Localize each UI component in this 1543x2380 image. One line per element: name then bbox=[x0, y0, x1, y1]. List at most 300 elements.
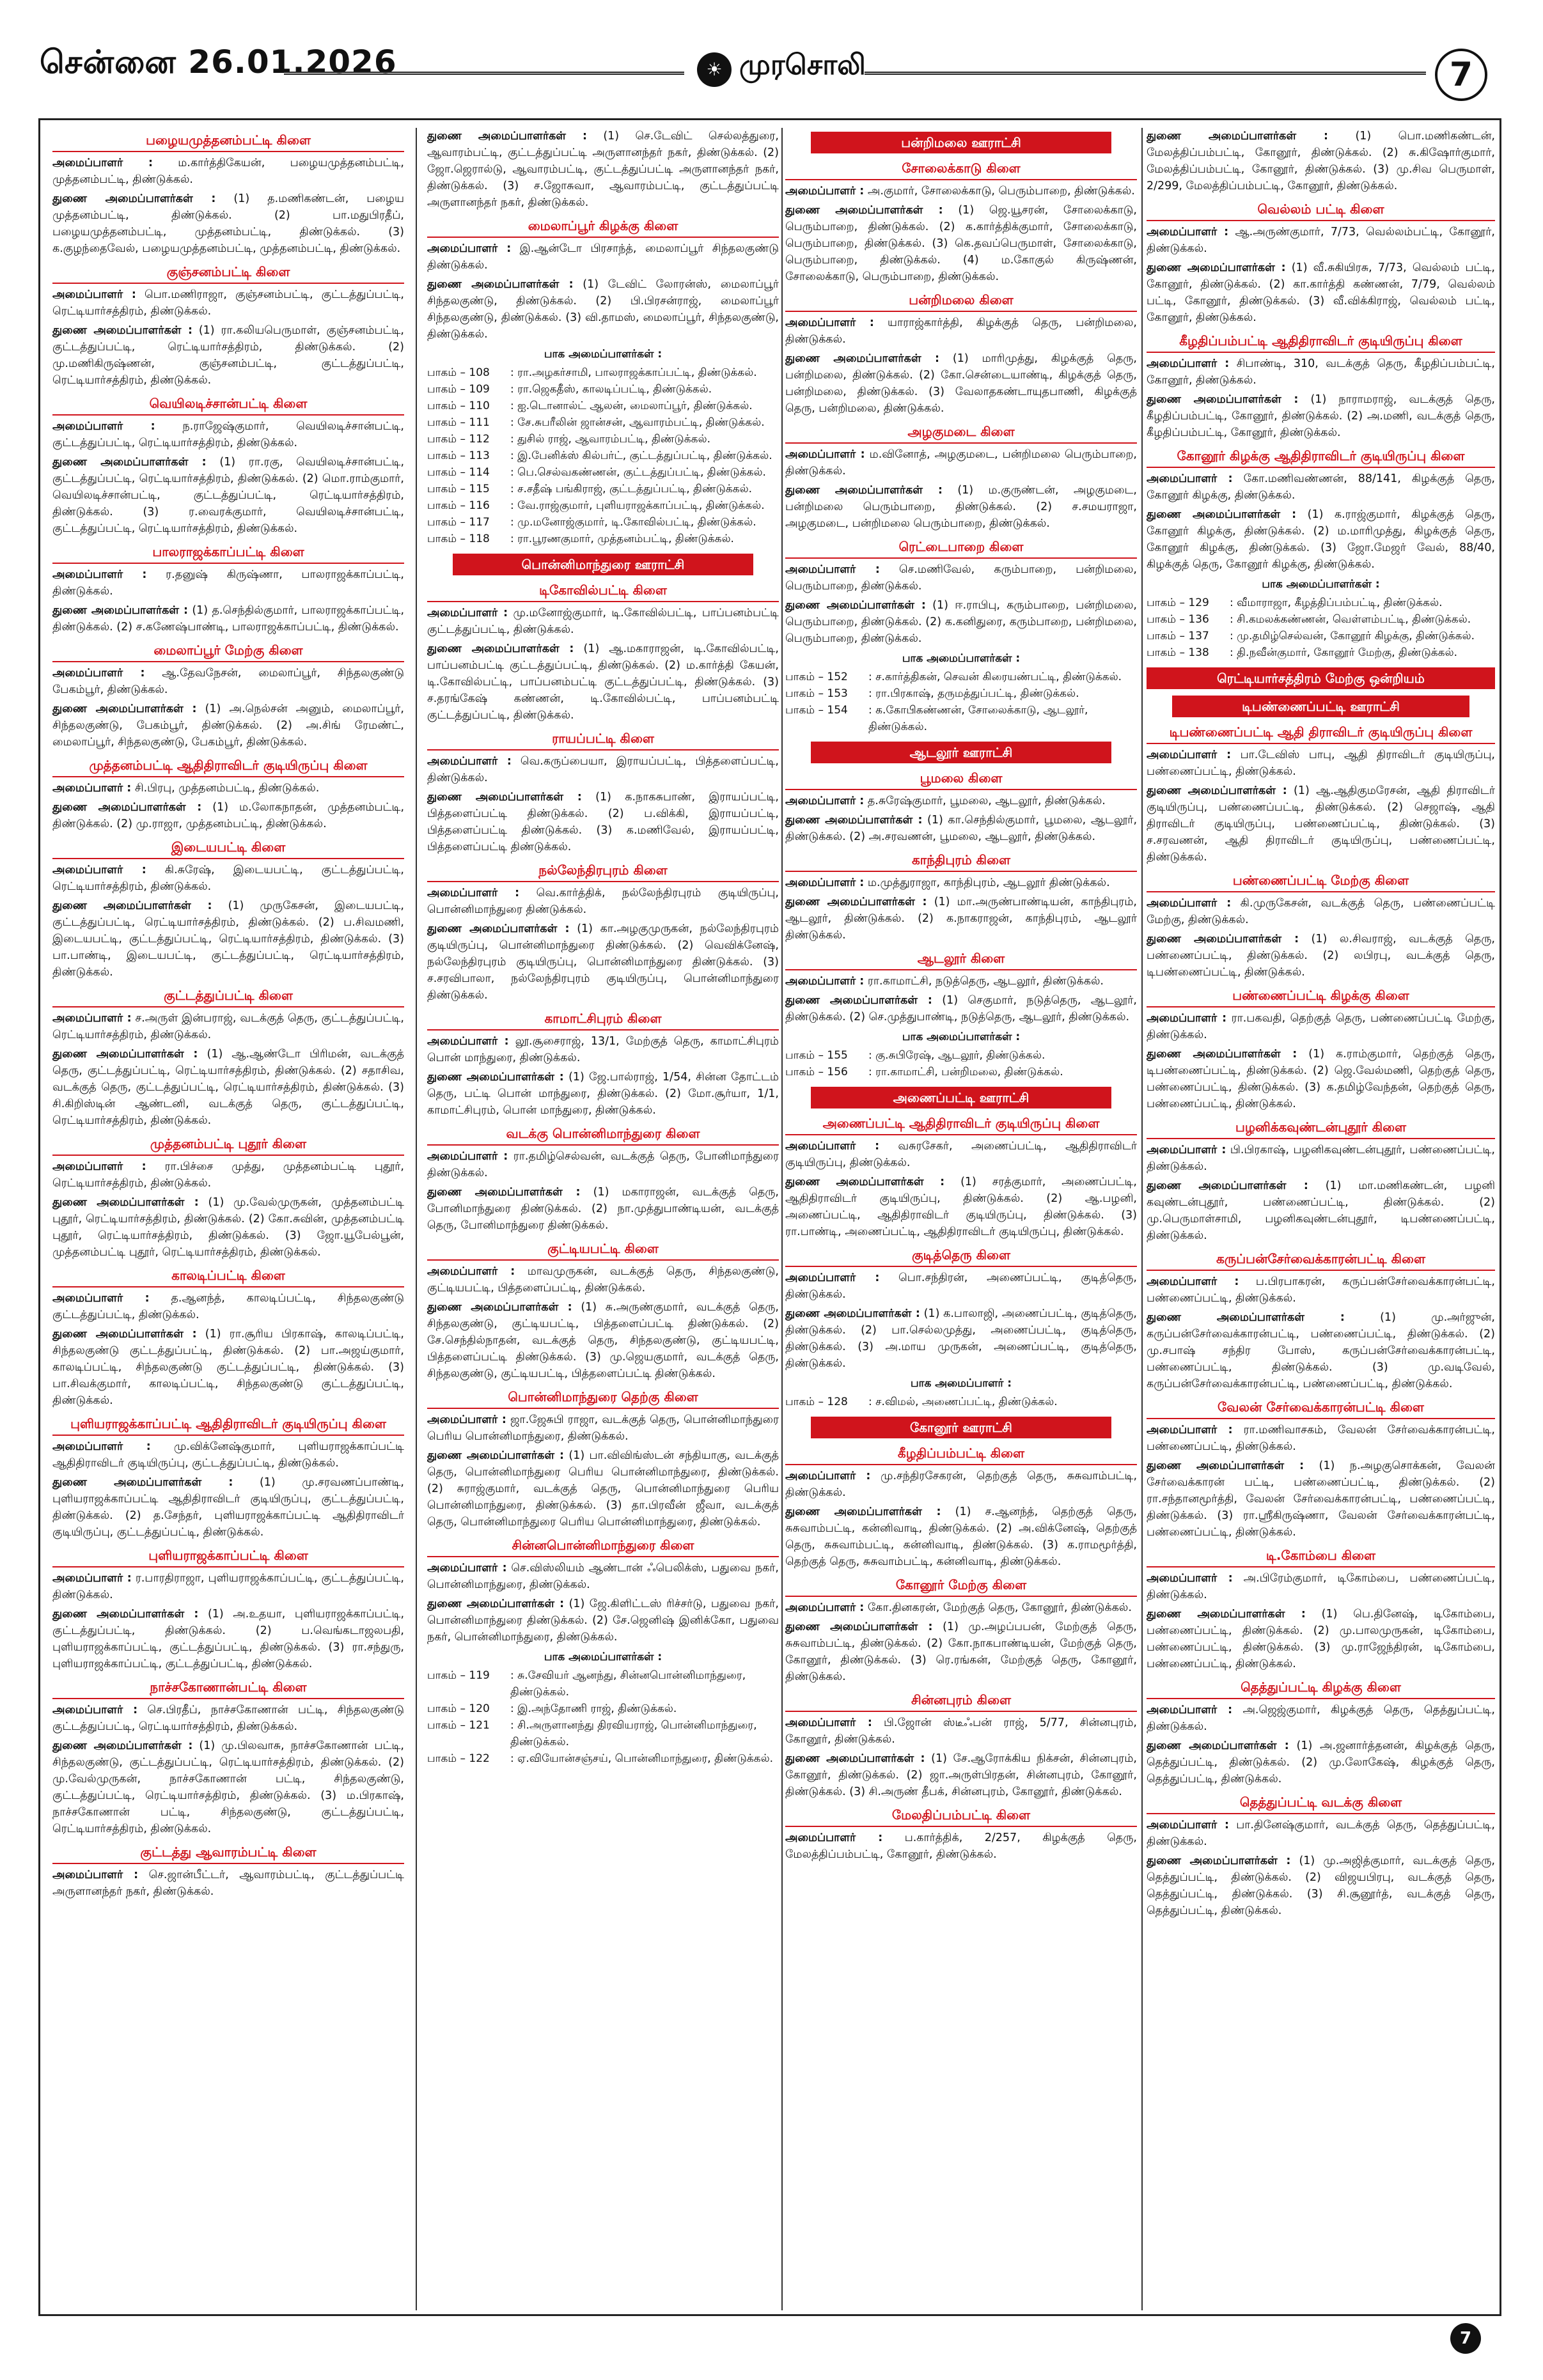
role-label: துணை அமைப்பாளர்கள் : bbox=[1147, 1608, 1306, 1621]
member-entry bbox=[785, 1599, 1137, 1616]
ward-organiser: : ரா.பிரகாஷ், தருமத்துப்பட்டி, திண்டுக்கல். bbox=[868, 687, 1079, 700]
branch-heading: குட்டத்து ஆவாரம்பட்டி கிளை bbox=[52, 1842, 404, 1864]
member-details: (1) முருகேசன், இடையபட்டி, குட்டத்துப்பட்டி, ரெட்டியார்சத்திரம், திண்டுக்கல். (2) ப.சிவமணி, இடையபட்டி, குட்டத்துப்பட்டி, ரெட்டியார்சத்திரம், திண்டுக்கல். (3) பா.பாண்டி, இடையபட்டி, குட்டத்துப்பட்டி, ரெட்டியார்சத்திரம், திண்டுக்கல். bbox=[52, 899, 404, 979]
role-label: அமைப்பாளர் : bbox=[785, 1716, 872, 1729]
ward-row bbox=[427, 464, 779, 481]
ward-number: பாகம் – 121 bbox=[427, 1719, 490, 1732]
member-entry bbox=[52, 1570, 404, 1603]
member-entry bbox=[785, 1468, 1137, 1501]
member-entry bbox=[52, 1474, 404, 1541]
member-entry bbox=[427, 921, 779, 1004]
role-label: அமைப்பாளர் : bbox=[785, 795, 865, 807]
branch-heading: கீழதிப்பம்பட்டி கிளை bbox=[785, 1443, 1137, 1465]
member-details: (1) க.ராஜ்குமார், கிழக்குத் தெரு, கோனூர் கிழக்கு, திண்டுக்கல். (2) ம.மாரிமுத்து, கிழக்குத் தெரு, கோனூர் கிழக்கு, திண்டுக்கல். (3) ஜோ.மேஜர் வேல், 88/40, கிழக்குத் தெரு, கோனூர் கிழக்கு, திண்டுக்கல். bbox=[1147, 508, 1495, 571]
member-entry bbox=[1147, 747, 1495, 780]
member-details: (1) அ.நெல்சன் அனும், மைலாப்பூர், சிந்தலகுண்டு, பேகம்பூர், திண்டுக்கல். (2) அ.சிங் ரேமண்ட், மைலாப்பூர், சிந்தலகுண்டு, பேகம்பூர், திண்டுக்கல். bbox=[52, 703, 404, 749]
member-details: (1) க.பாலாஜி, அணைப்பட்டி, குடித்தெரு, திண்டுக்கல். (2) பா.செல்லமுத்து, அணைப்பட்டி, குடித்தெரு, திண்டுக்கல். (3) அ.மாய முருகன், அணைப்பட்டி, குடித்தெரு, திண்டுக்கல். bbox=[785, 1307, 1137, 1370]
ward-organiser: : தி.நவீன்குமார், கோனூர் மேற்கு, திண்டுக்கல். bbox=[1230, 646, 1458, 659]
member-details: செ.விஸ்லியம் ஆண்டான் ஃபெலிக்ஸ், பதுவை நகர், பொன்னிமாந்துரை, திண்டுக்கல். bbox=[427, 1562, 779, 1591]
member-entry bbox=[427, 1033, 779, 1066]
member-entry bbox=[1147, 1738, 1495, 1787]
role-label: துணை அமைப்பாளர்கள் : bbox=[785, 994, 932, 1007]
member-details: அ.குமார், சோலைக்காடு, பெரும்பாறை, திண்டுக்கல். bbox=[864, 185, 1135, 198]
member-details: ர.பாரதிராஜா, புளியராஜக்காப்பட்டி, குட்டத்துப்பட்டி, திண்டுக்கல். bbox=[52, 1572, 404, 1601]
panchayat-banner: அணைப்பட்டி ஊராட்சி bbox=[811, 1087, 1111, 1108]
member-entry bbox=[52, 1326, 404, 1409]
ward-organiser: : சி.கமலக்கண்ணன், வெள்ளம்பட்டி, திண்டுக்கல். bbox=[1230, 613, 1471, 626]
role-label: துணை அமைப்பாளர்கள் : bbox=[427, 791, 582, 804]
role-label: அமைப்பாளர் : bbox=[52, 864, 146, 876]
role-label: துணை அமைப்பாளர்கள் : bbox=[427, 1301, 572, 1314]
member-entry bbox=[785, 875, 1137, 891]
member-details: ரா.பிச்சை முத்து, முத்தனம்பட்டி புதூர், ரெட்டியார்சத்திரம், திண்டுக்கல். bbox=[52, 1160, 404, 1190]
member-details: (1) ச.ஆனந்த், தெற்குத் தெரு, சுசுவாம்பட்டி, கன்னிவாடி, திண்டுக்கல். (2) அ.விக்னேஷ், தெற்குத் தெரு, சுசுவாம்பட்டி, கன்னிவாடி, திண்டுக்கல். (3) க.ராமமூர்த்தி, தெற்குத் தெரு, சுசுவாம்பட்டி, கன்னிவாடி, திண்டுக்கல். bbox=[785, 1505, 1137, 1568]
member-details: ரா.மணிவாசகம், வேலன் சேர்வைக்காரன்பட்டி, பண்ணைப்பட்டி, திண்டுக்கல். bbox=[1147, 1424, 1495, 1453]
ward-number: பாகம் – 119 bbox=[427, 1669, 490, 1682]
member-details: ச.அருள் இன்பராஜ், வடக்குத் தெரு, குட்டத்துப்பட்டி, ரெட்டியார்சத்திரம், திண்டுக்கல். bbox=[52, 1012, 404, 1041]
member-details: (1) டேவிட் லோரன்ஸ், மைலாப்பூர் சிந்தலகுண்டு, திண்டுக்கல். (2) பி.பிரசன்ராஜ், மைலாப்பூர் சிந்தலகுண்டு, திண்டுக்கல். (3) வி.தாமஸ், மைலாப்பூர், சிந்தலகுண்டு, திண்டுக்கல். bbox=[427, 278, 779, 341]
branch-heading: கருப்பன்சேர்வைக்காரன்பட்டி கிளை bbox=[1147, 1249, 1495, 1271]
role-label: துணை அமைப்பாளர்கள் : bbox=[427, 642, 574, 655]
member-entry bbox=[427, 1596, 779, 1645]
member-details: இ.ஆன்டோ பிரசாந்த், மைலாப்பூர் சிந்தலகுண்டு திண்டுக்கல். bbox=[427, 242, 779, 272]
member-entry bbox=[1147, 1570, 1495, 1603]
ward-organiser: : ஐ.டொனால்ட் ஆலன், மைலாப்பூர், திண்டுக்கல். bbox=[510, 400, 753, 412]
member-details: (1) செ.டேவிட் செல்லத்துரை, ஆவாரம்பட்டி, குட்டத்துப்பட்டி அருளானந்தர் நகர், திண்டுக்கல். (2) ஜோ.ஜெரால்டு, ஆவாரம்பட்டி, குட்டத்துப்பட்டி அருளானந்தர் நகர், திண்டுக்கல். (3) ச.ஜோசுவா, ஆவாரம்பட்டி, குட்டத்துப்பட்டி அருளானந்தர் நகர், திண்டுக்கல். bbox=[427, 130, 779, 209]
ward-organiser: : ச.கார்த்திகன், செவன் கிரையண்பட்டி, திண்டுக்கல். bbox=[868, 671, 1122, 683]
role-label: அமைப்பாளர் : bbox=[427, 607, 508, 619]
ward-row bbox=[785, 685, 1137, 702]
ward-row bbox=[427, 447, 779, 464]
ward-number: பாகம் – 128 bbox=[785, 1396, 848, 1408]
role-label: துணை அமைப்பாளர்கள் : bbox=[52, 801, 202, 814]
branch-heading: பூமலை கிளை bbox=[785, 768, 1137, 790]
role-label: அமைப்பாளர் : bbox=[52, 1704, 138, 1716]
member-details: (1) மு.சரவணப்பாண்டி, புளியராஜக்காப்பட்டி ஆதிதிராவிடர் குடியிருப்பு, குட்டத்துப்பட்டி, திண்டுக்கல். (2) த.சேந்தர், புளியராஜக்காப்பட்டி ஆதிதிராவிடர் குடியிருப்பு, குட்டத்துப்பட்டி, திண்டுக்கல். bbox=[52, 1476, 404, 1539]
role-label: அமைப்பாளர் : bbox=[427, 242, 512, 255]
branch-heading: பாலராஜக்காப்பட்டி கிளை bbox=[52, 542, 404, 564]
role-label: துணை அமைப்பாளர்கள் : bbox=[1147, 1311, 1345, 1324]
ward-organiser: : இ.பேனிக்ஸ் கில்பர்ட், குட்டத்துப்பட்டி, திண்டுக்கல். bbox=[510, 449, 772, 462]
member-entry bbox=[785, 561, 1137, 595]
member-entry bbox=[427, 1184, 779, 1234]
member-entry bbox=[52, 1438, 404, 1472]
role-label: அமைப்பாளர் : bbox=[52, 1160, 146, 1173]
role-label: துணை அமைப்பாளர்கள் : bbox=[52, 324, 192, 337]
ward-number: பாகம் – 129 bbox=[1147, 596, 1209, 609]
member-entry bbox=[1147, 355, 1495, 389]
member-details: த.சுரேஷ்குமார், பூமலை, ஆடலூர், திண்டுக்கல். bbox=[864, 795, 1106, 807]
role-label: துணை அமைப்பாளர்கள் : bbox=[52, 899, 212, 912]
member-entry bbox=[427, 1148, 779, 1181]
role-label: துணை அமைப்பாளர்கள் : bbox=[1147, 933, 1299, 945]
role-label: அமைப்பாளர் : bbox=[1147, 1572, 1233, 1585]
ward-number: பாகம் – 154 bbox=[785, 704, 848, 717]
member-details: (1) மு.அழப்பபன், மேற்குத் தெரு, சுசுவாம்பட்டி, திண்டுக்கல். (2) கோ.நாகபாண்டியன், மேற்குத் தெரு, கோனூர், திண்டுக்கல். (3) ரெ.ரங்கன், மேற்குத் தெரு, கோனூர், திண்டுக்கல். bbox=[785, 1621, 1137, 1683]
role-label: அமைப்பாளர் : bbox=[1147, 357, 1230, 370]
ward-row bbox=[1147, 644, 1495, 661]
branch-heading: சோலைக்காடு கிளை bbox=[785, 159, 1137, 180]
role-label: துணை அமைப்பாளர்கள் : bbox=[427, 922, 570, 935]
ward-number: பாகம் – 113 bbox=[427, 449, 490, 462]
member-entry bbox=[427, 1263, 779, 1296]
member-details: ரா.தமிழ்செல்வன், வடக்குத் தெரு, போனிமாந்துரை திண்டுக்கல். bbox=[427, 1150, 779, 1179]
ward-row bbox=[785, 1047, 1137, 1064]
member-details: பி.பிரகாஷ், பழனிகவுண்டன்புதூர், பண்ணைப்பட்டி, திண்டுக்கல். bbox=[1147, 1144, 1495, 1173]
member-details: (1) க.ராம்குமார், தெற்குத் தெரு, டிபண்ணைப்பட்டி, திண்டுக்கல். (2) ஜெ.வேல்மணி, தெற்குத் தெரு, பண்ணைப்பட்டி, திண்டுக்கல். (3) க.தமிழ்வேந்தன், தெற்குத் தெரு, பண்ணைப்பட்டி, திண்டுக்கல். bbox=[1147, 1048, 1495, 1110]
ward-organisers-heading: பாக அமைப்பாளர்கள் : bbox=[1262, 578, 1380, 591]
member-entry bbox=[1147, 782, 1495, 866]
role-label: துணை அமைப்பாளர்கள் : bbox=[52, 1328, 197, 1341]
role-label: துணை அமைப்பாளர்கள் : bbox=[785, 1752, 925, 1765]
page-number-badge: 7 bbox=[1435, 49, 1487, 101]
member-entry bbox=[52, 454, 404, 537]
branch-heading: ஆடலூர் கிளை bbox=[785, 949, 1137, 970]
role-label: துணை அமைப்பாளர்கள் : bbox=[52, 1476, 233, 1489]
ward-number: பாகம் – 109 bbox=[427, 383, 490, 396]
role-label: அமைப்பாளர் : bbox=[52, 1572, 132, 1585]
member-entry bbox=[52, 191, 404, 257]
member-details: பா.டேவிஸ் பாபு, ஆதி திராவிடர் குடியிருப்பு, பண்ணைப்பட்டி, திண்டுக்கல். bbox=[1147, 749, 1495, 778]
member-details: கோ.மணிவண்ணன், 88/141, கிழக்குத் தெரு, கோனூர் கிழக்கு, திண்டுக்கல். bbox=[1147, 472, 1495, 502]
member-details: (1) அ.உதயா, புளியராஜக்காப்பட்டி, குட்டத்துப்பட்டி, திண்டுக்கல். (2) ப.வெங்கடாஜலபதி, புளியராஜக்காப்பட்டி, குட்டத்துப்பட்டி, திண்டுக்கல். (3) ரா.சந்துரு, புளியராஜக்காப்பட்டி, குட்டத்துப்பட்டி, திண்டுக்கல். bbox=[52, 1608, 404, 1670]
member-entry bbox=[785, 183, 1137, 199]
member-details: ம.முத்துராஜா, காந்திபுரம், ஆடலூர் திண்டுக்கல். bbox=[864, 876, 1110, 889]
member-entry bbox=[1147, 1046, 1495, 1112]
member-details: (1) ஆ.மகாராஜன், டி.கோவில்பட்டி, பாப்பனம்பட்டி குட்டத்துப்பட்டி, திண்டுக்கல். (2) ம.கார்த்தி கேயன், டி.கோவில்பட்டி, பாப்பனம்பட்டி குட்டத்துப்பட்டி, திண்டுக்கல். (3) ச.தரங்கேஷ் கண்ணன், டி.கோவில்பட்டி, பாப்பனம்பட்டி குட்டத்துப்பட்டி, திண்டுக்கல். bbox=[427, 642, 779, 722]
ward-row bbox=[427, 1717, 779, 1750]
member-entry bbox=[1147, 1309, 1495, 1392]
member-entry bbox=[427, 789, 779, 855]
member-entry bbox=[785, 597, 1137, 647]
member-details: ர.தனுஷ் கிருஷ்ணா, பாலராஜக்காப்பட்டி, திண்டுக்கல். bbox=[52, 568, 404, 598]
member-entry bbox=[1147, 931, 1495, 981]
role-label: துணை அமைப்பாளர்கள் : bbox=[785, 1307, 920, 1320]
member-entry bbox=[427, 240, 779, 274]
role-label: துணை அமைப்பாளர்கள் : bbox=[427, 130, 587, 143]
ward-number: பாகம் – 111 bbox=[427, 416, 490, 429]
member-details: (1) ஆ.ஆண்டோ பிரிமன், வடக்குத் தெரு, குட்டத்துப்பட்டி, ரெட்டியார்சத்திரம், திண்டுக்கல். (2) சதாசிவ, வடக்குத் தெரு, குட்டத்துப்பட்டி, ரெட்டியார்சத்திரம், திண்டுக்கல். (3) சி.கிறிஸ்டின் ஆண்டனி, வடக்குத் தெரு, குட்டத்துப்பட்டி, ரெட்டியார்சத்திரம், திண்டுக்கல். bbox=[52, 1048, 404, 1127]
member-entry bbox=[785, 1305, 1137, 1372]
member-entry bbox=[427, 1447, 779, 1530]
member-entry bbox=[52, 1606, 404, 1672]
ward-row bbox=[427, 497, 779, 514]
role-label: அமைப்பாளர் : bbox=[427, 755, 512, 768]
role-label: அமைப்பாளர் : bbox=[52, 782, 132, 795]
member-details: (1) ஆ.ஆதிகுமரேசன், ஆதி திராவிடர் குடியிருப்பு, பண்ணைப்பட்டி, திண்டுக்கல். (2) செஜாஷ், ஆதி திராவிடர் குடியிருப்பு, பண்ணைப்பட்டி, திண்டுக்கல். (3) ச.சரவணன், ஆதி திராவிடர் குடியிருப்பு, பண்ணைப்பட்டி, திண்டுக்கல். bbox=[1147, 784, 1495, 864]
branch-heading: வடக்கு பொன்னிமாந்துரை கிளை bbox=[427, 1124, 779, 1146]
member-entry bbox=[52, 566, 404, 600]
member-entry bbox=[1147, 260, 1495, 326]
member-entry bbox=[1147, 391, 1495, 441]
ward-row bbox=[785, 1394, 1137, 1410]
member-details: (1) ம.குருண்டன், அழகுமடை, பன்றிமலை பெரும்பாறை, திண்டுக்கல். (2) ச.சமயராஜா, அழகுமடை, பன்றிமலை பெரும்பாறை, திண்டுக்கல். bbox=[785, 484, 1137, 530]
ward-number: பாகம் – 120 bbox=[427, 1702, 490, 1715]
ward-organiser: : ரா.பூரணகுமார், முத்தனம்பட்டி, திண்டுக்கல். bbox=[510, 533, 734, 545]
ward-row bbox=[427, 1667, 779, 1700]
branch-heading: குட்டத்துப்பட்டி கிளை bbox=[52, 986, 404, 1007]
footer-page-number: 7 bbox=[1450, 2323, 1481, 2354]
panchayat-banner: டிபண்ணைப்பட்டி ஊராட்சி bbox=[1172, 696, 1469, 717]
branch-heading: பொன்னிமாந்துரை தெற்கு கிளை bbox=[427, 1387, 779, 1409]
member-details: செ.ஜான்பீட்டர், ஆவாரம்பட்டி, குட்டத்துப்பட்டி அருளானந்தர் நகர், திண்டுக்கல். bbox=[52, 1869, 404, 1898]
branch-heading: மைலாப்பூர் கிழக்கு கிளை bbox=[427, 216, 779, 238]
member-entry bbox=[785, 1174, 1137, 1240]
member-entry bbox=[1147, 471, 1495, 504]
member-entry bbox=[52, 602, 404, 635]
member-details: ம.கார்த்திகேயன், பழையமுத்தனம்பட்டி, முத்தனம்பட்டி, திண்டுக்கல். bbox=[52, 157, 404, 186]
member-details: வசுரசேகர், அணைப்பட்டி, ஆதிதிராவிடர் குடியிருப்பு, திண்டுக்கல். bbox=[785, 1140, 1137, 1169]
role-label: அமைப்பாளர் : bbox=[1147, 1144, 1226, 1156]
member-entry bbox=[1147, 506, 1495, 573]
branch-heading: பழனிக்கவுண்டன்புதூர் கிளை bbox=[1147, 1117, 1495, 1139]
member-details: பொ.மணிராஜா, குஞ்சனம்பட்டி, குட்டத்துப்பட்டி, ரெட்டியார்சத்திரம், திண்டுக்கல். bbox=[52, 288, 404, 318]
member-entry bbox=[1147, 1702, 1495, 1735]
branch-heading: மைலாப்பூர் மேற்கு கிளை bbox=[52, 641, 404, 662]
member-entry bbox=[785, 350, 1137, 417]
ward-organiser: : சு.சேவியர் ஆனந்து, சின்னபொன்னிமாந்துரை, திண்டுக்கல். bbox=[510, 1669, 746, 1699]
member-details: (1) ந.அழகுசொக்கன், வேலன் சேர்வைக்காரன் பட்டி, பண்ணைப்பட்டி, திண்டுக்கல். (2) ரா.சந்தானமூர்த்தி, வேலன் சேர்வைக்காரன்பட்டி, பண்ணைப்பட்டி, திண்டுக்கல். (3) ரா.ஸ்ரீகிருஷ்ணா, வேலன் சேர்வைக்காரன்பட்டி, பண்ணைப்பட்டி, திண்டுக்கல். bbox=[1147, 1459, 1495, 1539]
ward-number: பாகம் – 153 bbox=[785, 687, 848, 700]
ward-number: பாகம் – 156 bbox=[785, 1066, 848, 1078]
ward-organiser: : சி.அருளானந்து திரவியராஜ், பொன்னிமாந்துரை, திண்டுக்கல். bbox=[510, 1719, 757, 1748]
ward-number: பாகம் – 152 bbox=[785, 671, 848, 683]
member-details: (1) ரா.கலியபெருமாள், குஞ்சனம்பட்டி, குட்டத்துப்பட்டி, ரெட்டியார்சத்திரம், திண்டுக்கல். (2) மு.மணிகிருஷ்ணன், குஞ்சனம்பட்டி, குட்டத்துப்பட்டி, ரெட்டியார்சத்திரம், திண்டுக்கல். bbox=[52, 324, 404, 387]
role-label: அமைப்பாளர் : bbox=[785, 563, 880, 576]
role-label: அமைப்பாளர் : bbox=[1147, 749, 1232, 761]
member-details: (1) சு.அருண்குமார், வடக்குத் தெரு, சிந்தலகுண்டு, குட்டியபட்டி, பித்தளைப்பட்டி திண்டுக்கல். (2) சே.செந்தில்நாதன், வடக்குத் தெரு, சிந்தலகுண்டு, குட்டியபட்டி, பித்தளைப்பட்டி திண்டுக்கல். (3) மு.ஜெயகுமார், வடக்குத் தெரு, சிந்தலகுண்டு, குட்டியபட்டி, பித்தளைப்பட்டி திண்டுக்கல். bbox=[427, 1301, 779, 1380]
masthead-rule-left bbox=[284, 72, 684, 75]
column-4 bbox=[1147, 125, 1495, 2312]
ward-number: பாகம் – 115 bbox=[427, 483, 490, 495]
member-details: (1) சரத்குமார், அணைப்பட்டி, ஆதிதிராவிடர் குடியிருப்பு, திண்டுக்கல். (2) ஆ.பழனி, அணைப்பட்டி, ஆதிதிராவிடர் குடியிருப்பு, திண்டுக்கல். (3) ரா.பாண்டி, அணைப்பட்டி, ஆதிதிராவிடர் குடியிருப்பு, திண்டுக்கல். bbox=[785, 1176, 1137, 1238]
role-label: துணை அமைப்பாளர்கள் : bbox=[785, 1621, 933, 1633]
member-entry bbox=[785, 315, 1137, 348]
ward-row bbox=[427, 514, 779, 531]
ward-number: பாகம் – 108 bbox=[427, 366, 490, 379]
role-label: அமைப்பாளர் : bbox=[427, 1035, 509, 1048]
member-details: பா.தினேஷ்குமார், வடக்குத் தெரு, தெத்துப்பட்டி, திண்டுக்கல். bbox=[1147, 1819, 1495, 1848]
member-entry bbox=[52, 701, 404, 751]
column-2 bbox=[427, 125, 779, 2312]
ward-row bbox=[427, 481, 779, 497]
member-details: (1) மகாராஜன், வடக்குத் தெரு, போனிமாந்துரை திண்டுக்கல். (2) நா.முத்துபாண்டியன், வடக்குத் தெரு, போனிமாந்துரை திண்டுக்கல். bbox=[427, 1186, 779, 1232]
role-label: அமைப்பாளர் : bbox=[1147, 1012, 1227, 1025]
role-label: துணை அமைப்பாளர்கள் : bbox=[1147, 393, 1299, 406]
ward-number: பாகம் – 136 bbox=[1147, 613, 1209, 626]
member-entry bbox=[1147, 1273, 1495, 1307]
branch-heading: ரெட்டைபாறை கிளை bbox=[785, 537, 1137, 559]
member-details: ரா.காமாட்சி, நடுத்தெரு, ஆடலூர், திண்டுக்கல். bbox=[864, 975, 1104, 988]
ward-organisers-heading: பாக அமைப்பாளர் : bbox=[910, 1377, 1012, 1390]
ward-row bbox=[1147, 628, 1495, 644]
member-details: (1) மு.அஜித்குமார், வடக்குத் தெரு, தெத்துப்பட்டி, திண்டுக்கல். (2) விஜயபிரபு, வடக்குத் தெரு, தெத்துப்பட்டி, திண்டுக்கல். (3) சி.சூனூர்த், வடக்குத் தெரு, தெத்துப்பட்டி, திண்டுக்கல். bbox=[1147, 1855, 1495, 1917]
role-label: அமைப்பாளர் : bbox=[1147, 226, 1229, 238]
member-entry bbox=[52, 1158, 404, 1192]
branch-heading: நாச்சகோணான்பட்டி கிளை bbox=[52, 1677, 404, 1699]
member-entry bbox=[52, 322, 404, 389]
ward-row bbox=[1147, 595, 1495, 611]
role-label: துணை அமைப்பாளர்கள் : bbox=[785, 204, 943, 217]
branch-heading: முத்தனம்பட்டி புதூர் கிளை bbox=[52, 1134, 404, 1156]
member-entry bbox=[1147, 1010, 1495, 1043]
member-entry bbox=[785, 1138, 1137, 1171]
role-label: அமைப்பாளர் : bbox=[52, 1440, 151, 1453]
role-label: அமைப்பாளர் : bbox=[52, 157, 153, 169]
member-entry bbox=[1147, 128, 1495, 194]
member-details: (1) மு.வேல்முருகன், முத்தனம்பட்டி புதூர், ரெட்டியார்சத்திரம், திண்டுக்கல். (2) கோ.சுவின், முத்தனம்பட்டி புதூர், ரெட்டியார்சத்திரம், திண்டுக்கல். (3) ஜோ.யூபேல்பூன், முத்தனம்பட்டி புதூர், ரெட்டியார்சத்திரம், திண்டுக்கல். bbox=[52, 1196, 404, 1259]
ward-number: பாகம் – 138 bbox=[1147, 646, 1209, 659]
ward-number: பாகம் – 116 bbox=[427, 499, 490, 512]
branch-heading: காமாட்சிபுரம் கிளை bbox=[427, 1009, 779, 1031]
ward-organiser: : ச.சதீஷ் பங்கிராஜ், குட்டத்துப்பட்டி, திண்டுக்கல். bbox=[510, 483, 753, 495]
member-entry bbox=[785, 793, 1137, 809]
ward-organiser: : இ.அந்தோணி ராஜ், திண்டுக்கல். bbox=[510, 1702, 677, 1715]
member-entry bbox=[427, 885, 779, 918]
branch-heading: தெத்துப்பட்டி வடக்கு கிளை bbox=[1147, 1793, 1495, 1814]
role-label: அமைப்பாளர் : bbox=[785, 185, 865, 198]
member-entry bbox=[785, 1750, 1137, 1800]
member-entry bbox=[52, 780, 404, 797]
role-label: துணை அமைப்பாளர்கள் : bbox=[52, 192, 216, 205]
role-label: அமைப்பாளர் : bbox=[785, 1832, 883, 1844]
branch-heading: சின்னபொன்னிமாந்துரை கிளை bbox=[427, 1536, 779, 1557]
panchayat-banner: பொன்னிமாந்துரை ஊராட்சி bbox=[453, 554, 753, 575]
branch-heading: புளியராஜக்காப்பட்டி ஆதிதிராவிடர் குடியிருப்பு கிளை bbox=[52, 1414, 404, 1436]
ward-organisers-heading: பாக அமைப்பாளர்கள் : bbox=[902, 1031, 1021, 1043]
branch-heading: டி.கோம்பை கிளை bbox=[1147, 1546, 1495, 1567]
role-label: துணை அமைப்பாளர்கள் : bbox=[1147, 1179, 1308, 1192]
column-divider bbox=[1141, 128, 1143, 2310]
branch-heading: கோனூர் கிழக்கு ஆதிதிராவிடர் குடியிருப்பு கிளை bbox=[1147, 446, 1495, 468]
member-entry bbox=[785, 1619, 1137, 1685]
member-details: கி.சுரேஷ், இடையபட்டி, குட்டத்துப்பட்டி, ரெட்டியார்சத்திரம், திண்டுக்கல். bbox=[52, 864, 404, 893]
role-label: அமைப்பாளர் : bbox=[52, 568, 147, 581]
role-label: அமைப்பாளர் : bbox=[1147, 897, 1232, 910]
member-details: (1) ஈ.ராபிபு, கரும்பாறை, பன்றிமலை, பெரும்பாறை, திண்டுக்கல். (2) க.கனிதுரை, கரும்பாறை, பன்றிமலை, பெரும்பாறை, திண்டுக்கல். bbox=[785, 599, 1137, 645]
member-details: (1) மா.அருண்பாண்டியன், காந்திபுரம், ஆடலூர், திண்டுக்கல். (2) க.நாகராஜன், காந்திபுரம், ஆடலூர் திண்டுக்கல். bbox=[785, 896, 1137, 942]
member-details: (1) ஜே.பால்ராஜ், 1/54, சின்ன தோட்டம் தெரு, பட்டி பொன் மாந்துரை, திண்டுக்கல். (2) மோ.சூர்யா, 1/1, காமாட்சிபுரம், பொன் மாந்துரை, திண்டுக்கல். bbox=[427, 1071, 779, 1117]
ward-number: பாகம் – 155 bbox=[785, 1049, 848, 1062]
member-entry bbox=[1147, 1142, 1495, 1175]
newspaper-name: முரசொலி bbox=[739, 49, 866, 81]
member-details: சிபாண்டி, 310, வடக்குத் தெரு, கீழதிப்பம்பட்டி, கோனூர், திண்டுக்கல். bbox=[1147, 357, 1495, 387]
masthead-rule-right bbox=[865, 72, 1426, 75]
member-entry bbox=[785, 1715, 1137, 1748]
ward-organiser: : ரா.காமாட்சி, பன்றிமலை, திண்டுக்கல். bbox=[868, 1066, 1063, 1078]
member-entry bbox=[785, 894, 1137, 944]
branch-heading: வேலன் சேர்வைக்காரன்பட்டி கிளை bbox=[1147, 1397, 1495, 1419]
role-label: துணை அமைப்பாளர்கள் : bbox=[52, 703, 197, 715]
role-label: துணை அமைப்பாளர்கள் : bbox=[1147, 130, 1329, 143]
role-label: துணை அமைப்பாளர்கள் : bbox=[52, 1608, 199, 1621]
member-entry bbox=[785, 202, 1137, 285]
member-entry bbox=[1147, 1606, 1495, 1672]
branch-heading: ராயப்பட்டி கிளை bbox=[427, 729, 779, 751]
role-label: அமைப்பாளர் : bbox=[427, 1413, 506, 1426]
role-label: துணை அமைப்பாளர்கள் : bbox=[52, 1196, 199, 1209]
member-entry bbox=[52, 898, 404, 981]
role-label: துணை அமைப்பாளர்கள் : bbox=[52, 456, 207, 469]
member-details: (1) ம.லோகநாதன், முத்தனம்பட்டி, திண்டுக்கல். (2) மு.ராஜா, முத்தனம்பட்டி, திண்டுக்கல். bbox=[52, 801, 404, 830]
branch-heading: டிகோவில்பட்டி கிளை bbox=[427, 580, 779, 602]
column-divider bbox=[416, 128, 417, 2310]
ward-number: பாகம் – 137 bbox=[1147, 630, 1209, 642]
column-1 bbox=[52, 125, 404, 2312]
role-label: அமைப்பாளர் : bbox=[52, 288, 136, 301]
role-label: துணை அமைப்பாளர்கள் : bbox=[427, 1071, 564, 1084]
role-label: துணை அமைப்பாளர்கள் : bbox=[1147, 1855, 1291, 1867]
member-details: சி.பிரபு, முத்தனம்பட்டி, திண்டுக்கல். bbox=[131, 782, 320, 795]
role-label: துணை அமைப்பாளர்கள் : bbox=[785, 1176, 945, 1188]
member-details: பி.ஜோன் ஸ்டீஃபன் ராஜ், 5/77, சின்னபுரம், கோனூர், திண்டுக்கல். bbox=[785, 1716, 1137, 1746]
member-details: ரா.பகவதி, தெற்குத் தெரு, பண்ணைப்பட்டி மேற்கு, திண்டுக்கல். bbox=[1147, 1012, 1495, 1041]
ward-organiser: : மு.தமிழ்செல்வன், கோனூர் கிழக்கு, திண்டுக்கல். bbox=[1230, 630, 1475, 642]
ward-organiser: : கு.சுபிரேஷ், ஆடலூர், திண்டுக்கல். bbox=[868, 1049, 1046, 1062]
ward-row bbox=[427, 1700, 779, 1717]
role-label: அமைப்பாளர் : bbox=[427, 1150, 508, 1163]
ward-organisers-heading: பாக அமைப்பாளர்கள் : bbox=[902, 652, 1021, 665]
ward-organiser: : வே.ராஜ்குமார், புளியராஜக்காப்பட்டி, திண்டுக்கல். bbox=[510, 499, 765, 512]
member-details: யாராஜ்கார்த்தி, கிழக்குத் தெரு, பன்றிமலை, திண்டுக்கல். bbox=[785, 316, 1137, 346]
ward-row bbox=[427, 398, 779, 414]
member-details: த.ஆனந்த், காலடிப்பட்டி, சிந்தலகுண்டு குட்டத்துப்பட்டி, திண்டுக்கல். bbox=[52, 1292, 404, 1321]
ward-row bbox=[427, 364, 779, 381]
role-label: அமைப்பாளர் : bbox=[52, 420, 155, 433]
member-entry bbox=[1147, 1817, 1495, 1850]
role-label: துணை அமைப்பாளர்கள் : bbox=[427, 278, 574, 291]
branch-heading: அழகுமடை கிளை bbox=[785, 422, 1137, 444]
role-label: துணை அமைப்பாளர்கள் : bbox=[1147, 1048, 1297, 1061]
member-details: ஜா.ஜேசுபி ராஜா, வடக்குத் தெரு, பொன்னிமாந்துரை பெரிய பொன்னிமாந்துரை, திண்டுக்கல். bbox=[427, 1413, 779, 1443]
member-details: (1) ரா.ரகு, வெயிலடிச்சான்பட்டி, குட்டத்துப்பட்டி, ரெட்டியார்சத்திரம், திண்டுக்கல். (2) மொ.ராம்குமார், வெயிலடிச்சான்பட்டி, குட்டத்துப்பட்டி, ரெட்டியார்சத்திரம், திண்டுக்கல். (3) ர.வைரக்குமார், வெயிலடிச்சான்பட்டி, குட்டத்துப்பட்டி, ரெட்டியார்சத்திரம், திண்டுக்கல். bbox=[52, 456, 404, 535]
ward-organiser: : மு.மனோஜ்குமார், டி.கோவில்பட்டி, திண்டுக்கல். bbox=[510, 516, 756, 529]
member-entry bbox=[1147, 1853, 1495, 1919]
ward-row bbox=[427, 431, 779, 447]
member-details: செ.மணிவேல், கரும்பாறை, பன்றிமலை, பெரும்பாறை, திண்டுக்கல். bbox=[785, 563, 1137, 593]
member-entry bbox=[427, 128, 779, 211]
member-entry bbox=[52, 155, 404, 188]
ward-organiser: : க.கோபிகண்ணன், சோலைக்காடு, ஆடலூர், திண்டுக்கல். bbox=[868, 704, 1088, 733]
role-label: அமைப்பாளர் : bbox=[785, 1470, 871, 1482]
member-details: (1) மு.அர்ஜுன், கருப்பன்சேர்வைக்காரன்பட்டி, பண்ணைப்பட்டி, திண்டுக்கல். (2) மு.சபாஷ் சந்திர போஸ், கருப்பன்சேர்வைக்காரன்பட்டி, பண்ணைப்பட்டி, திண்டுக்கல். (3) மு.வடிவேல், கருப்பன்சேர்வைக்காரன்பட்டி, பண்ணைப்பட்டி, திண்டுக்கல். bbox=[1147, 1311, 1495, 1390]
member-details: மாவமுருகன், வடக்குத் தெரு, சிந்தலகுண்டு, குட்டியபட்டி, பித்தளைப்பட்டி, திண்டுக்கல். bbox=[427, 1265, 779, 1295]
role-label: துணை அமைப்பாளர்கள் : bbox=[785, 814, 923, 827]
member-details: (1) அ.ஜனார்த்தனன், கிழக்குத் தெரு, தெத்துப்பட்டி, திண்டுக்கல். (2) மு.லோகேஷ், கிழக்குத் தெரு, தெத்துப்பட்டி, திண்டுக்கல். bbox=[1147, 1739, 1495, 1785]
branch-heading: பழையமுத்தனம்பட்டி கிளை bbox=[52, 130, 404, 152]
ward-row bbox=[785, 1064, 1137, 1080]
column-3 bbox=[785, 125, 1137, 2312]
member-entry bbox=[427, 1069, 779, 1119]
member-entry bbox=[785, 482, 1137, 532]
role-label: அமைப்பாளர் : bbox=[785, 1601, 865, 1614]
branch-heading: கோனூர் மேற்கு கிளை bbox=[785, 1575, 1137, 1597]
role-label: துணை அமைப்பாளர்கள் : bbox=[1147, 508, 1297, 521]
member-details: அ.பிரேம்குமார், டிகோம்பை, பண்ணைப்பட்டி, திண்டுக்கல். bbox=[1147, 1572, 1495, 1601]
member-details: (1) வீ.சுகியிரசு, 7/73, வெல்லம் பட்டி, கோனூர், திண்டுக்கல். (2) கா.கார்த்தி கண்ணன், 7/79, வெல்லம் பட்டி, கோனூர், திண்டுக்கல். (3) வீ.விக்கிராஜ், வெல்லம் பட்டி, கோனூர், திண்டுக்கல். bbox=[1147, 261, 1495, 324]
ward-organiser: : சே.சுபரீலின் ஜான்சன், ஆவாரம்பட்டி, திண்டுக்கல். bbox=[510, 416, 765, 429]
ward-row bbox=[427, 381, 779, 398]
member-entry bbox=[52, 286, 404, 320]
member-details: (1) கா.செந்தில்குமார், பூமலை, ஆடலூர், திண்டுக்கல். (2) அ.சரவணன், பூமலை, ஆடலூர், திண்டுக்கல். bbox=[785, 814, 1137, 843]
role-label: துணை அமைப்பாளர்கள் : bbox=[785, 599, 926, 612]
ward-row bbox=[427, 1750, 779, 1767]
ward-organiser: : வீமாராஜா, கீழத்திப்பம்பட்டி, திண்டுக்கல். bbox=[1230, 596, 1443, 609]
role-label: அமைப்பாளர் : bbox=[427, 1265, 515, 1278]
member-details: மு.மனோஜ்குமார், டி.கோவில்பட்டி, பாப்பனம்பட்டி குட்டத்துப்பட்டி, திண்டுக்கல். bbox=[427, 607, 779, 636]
branch-heading: பண்ணைப்பட்டி மேற்கு கிளை bbox=[1147, 871, 1495, 892]
role-label: அமைப்பாளர் : bbox=[52, 1292, 150, 1305]
